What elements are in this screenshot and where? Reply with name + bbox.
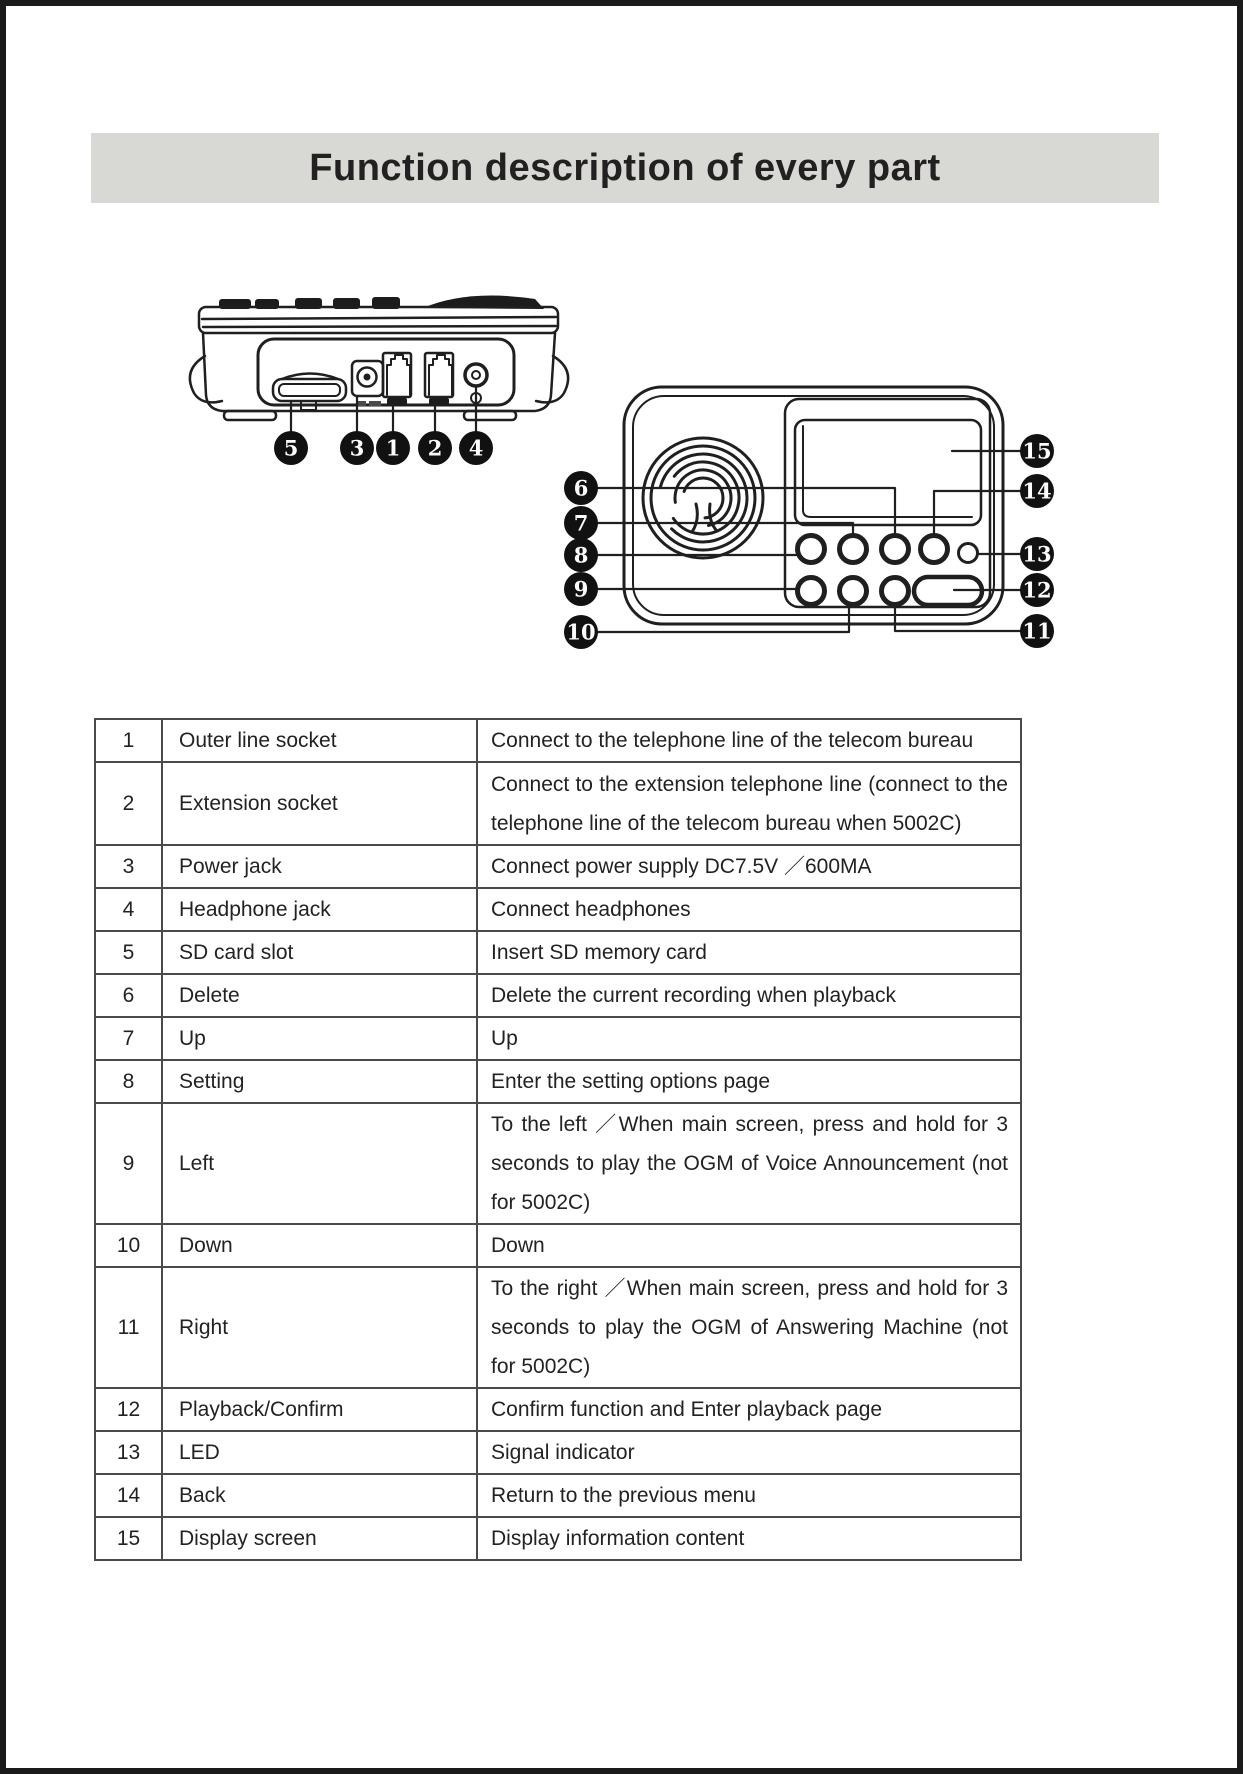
row-num-cell: 4 <box>95 888 162 931</box>
left-button <box>798 578 825 605</box>
section-header-bar <box>91 133 1159 203</box>
part-desc-cell: Connect to the telephone line of the telecom bureau <box>477 719 1021 762</box>
part-desc-cell: Enter the setting options page <box>477 1060 1021 1103</box>
table-row <box>95 762 1021 845</box>
row-num-cell: 7 <box>95 1017 162 1060</box>
table-row <box>95 1267 1021 1388</box>
extension-socket-icon <box>425 353 453 406</box>
part-desc-cell: Connect to the extension telephone line (connect to the telephone line of the telecom bureau when 5002C) <box>477 762 1021 845</box>
callout-number: 7 <box>573 510 589 536</box>
callout-number: 10 <box>566 619 596 645</box>
part-desc-cell: To the right ／When main screen, press and hold for 3 seconds to play the OGM of Answering Machine (not for 5002C) <box>477 1267 1021 1388</box>
row-num-cell: 10 <box>95 1224 162 1267</box>
device-diagrams <box>6 246 1243 676</box>
speaker-icon <box>643 438 763 558</box>
part-name-cell: Delete <box>162 974 477 1017</box>
callout-number: 2 <box>427 435 443 461</box>
setting-button <box>798 536 825 563</box>
table-row <box>95 719 1021 762</box>
part-name-cell: Up <box>162 1017 477 1060</box>
down-button <box>840 578 867 605</box>
part-desc-cell: Confirm function and Enter playback page <box>477 1388 1021 1431</box>
part-desc-cell: Return to the previous menu <box>477 1474 1021 1517</box>
part-desc-cell: Down <box>477 1224 1021 1267</box>
part-name-cell: Setting <box>162 1060 477 1103</box>
callout-number: 11 <box>1022 618 1052 644</box>
row-num-cell: 9 <box>95 1103 162 1224</box>
part-name-cell: Power jack <box>162 845 477 888</box>
callout-number: 3 <box>349 435 365 461</box>
parts-table <box>94 718 1022 1561</box>
outer-line-socket-icon <box>383 353 411 406</box>
table-row <box>95 1517 1021 1560</box>
callout-number: 5 <box>283 435 299 461</box>
row-num-cell: 14 <box>95 1474 162 1517</box>
row-num-cell: 3 <box>95 845 162 888</box>
callout-number: 8 <box>573 542 589 568</box>
front-panel-diagram <box>598 387 1020 632</box>
part-desc-cell: To the left ／When main screen, press and hold for 3 seconds to play the OGM of Voice Announcement (not for 5002C) <box>477 1103 1021 1224</box>
part-name-cell: Extension socket <box>162 762 477 845</box>
part-name-cell: SD card slot <box>162 931 477 974</box>
front-buttons <box>798 536 983 606</box>
callout-number: 4 <box>468 435 484 461</box>
table-row <box>95 1431 1021 1474</box>
callout-number: 9 <box>573 576 589 602</box>
row-num-cell: 13 <box>95 1431 162 1474</box>
page-title: Function description of every part <box>309 147 941 189</box>
led-indicator <box>959 544 978 563</box>
table-row <box>95 1474 1021 1517</box>
part-desc-cell: Connect headphones <box>477 888 1021 931</box>
back-button <box>921 536 948 563</box>
part-desc-cell: Insert SD memory card <box>477 931 1021 974</box>
table-row <box>95 1224 1021 1267</box>
foot-left <box>224 411 276 420</box>
part-name-cell: Back <box>162 1474 477 1517</box>
table-row <box>95 974 1021 1017</box>
part-name-cell: Display screen <box>162 1517 477 1560</box>
delete-button <box>882 536 909 563</box>
callout-number: 6 <box>573 475 589 501</box>
part-desc-cell: Connect power supply DC7.5V ／600MA <box>477 845 1021 888</box>
row-num-cell: 2 <box>95 762 162 845</box>
part-name-cell: Down <box>162 1224 477 1267</box>
callout-number: 14 <box>1022 478 1052 504</box>
row-num-cell: 8 <box>95 1060 162 1103</box>
part-desc-cell: Delete the current recording when playback <box>477 974 1021 1017</box>
callout-number: 12 <box>1022 577 1052 603</box>
callout-number: 13 <box>1022 541 1052 567</box>
table-row <box>95 931 1021 974</box>
part-name-cell: Right <box>162 1267 477 1388</box>
part-name-cell: LED <box>162 1431 477 1474</box>
table-row <box>95 1017 1021 1060</box>
table-row <box>95 845 1021 888</box>
row-num-cell: 15 <box>95 1517 162 1560</box>
table-row <box>95 1060 1021 1103</box>
up-button <box>840 536 867 563</box>
row-num-cell: 12 <box>95 1388 162 1431</box>
row-num-cell: 5 <box>95 931 162 974</box>
foot-right <box>464 411 516 420</box>
part-desc-cell: Signal indicator <box>477 1431 1021 1474</box>
row-num-cell: 11 <box>95 1267 162 1388</box>
part-name-cell: Left <box>162 1103 477 1224</box>
display-screen-shape <box>795 420 981 525</box>
callout-number: 1 <box>385 435 401 461</box>
back-body-lower <box>203 333 555 411</box>
back-panel-diagram <box>190 296 568 432</box>
back-body-top <box>199 307 558 333</box>
parts-table-body <box>95 719 1021 1560</box>
table-row <box>95 1103 1021 1224</box>
callout-number: 15 <box>1022 438 1052 464</box>
part-name-cell: Playback/Confirm <box>162 1388 477 1431</box>
part-desc-cell: Display information content <box>477 1517 1021 1560</box>
table-row <box>95 1388 1021 1431</box>
row-num-cell: 6 <box>95 974 162 1017</box>
table-row <box>95 888 1021 931</box>
part-desc-cell: Up <box>477 1017 1021 1060</box>
part-name-cell: Outer line socket <box>162 719 477 762</box>
row-num-cell: 1 <box>95 719 162 762</box>
part-name-cell: Headphone jack <box>162 888 477 931</box>
right-button <box>882 578 909 605</box>
